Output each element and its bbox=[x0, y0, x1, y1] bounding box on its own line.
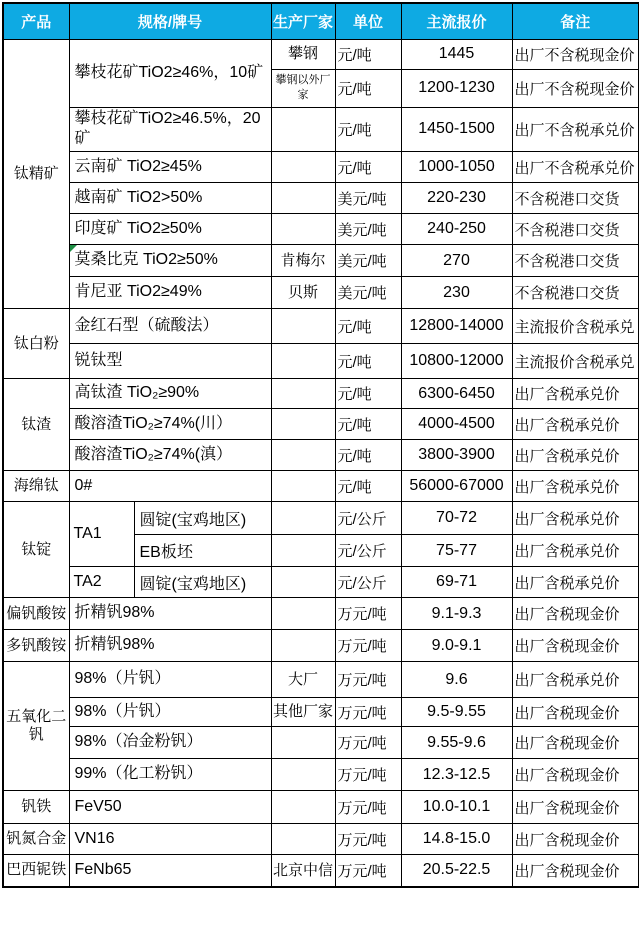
price-cell: 3800-3900 bbox=[401, 440, 512, 471]
unit-cell: 元/吨 bbox=[335, 309, 401, 344]
spec-cell: 酸溶渣TiO₂≥74%(滇） bbox=[69, 440, 271, 471]
note-cell: 出厂含税承兑价 bbox=[512, 471, 639, 502]
unit-cell: 美元/吨 bbox=[335, 245, 401, 277]
note-cell: 出厂含税现金价 bbox=[512, 727, 639, 759]
unit-cell: 元/吨 bbox=[335, 152, 401, 183]
table-row bbox=[3, 107, 639, 152]
manufacturer-cell: 贝斯 bbox=[271, 277, 335, 309]
spec-cell: 折精钒98% bbox=[69, 630, 271, 662]
manufacturer-cell: 大厂 bbox=[271, 662, 335, 698]
spec-cell: 锐钛型 bbox=[69, 344, 271, 379]
table-row bbox=[3, 440, 639, 471]
col-header-price: 主流报价 bbox=[401, 3, 512, 39]
price-cell: 9.0-9.1 bbox=[401, 630, 512, 662]
col-header-product: 产品 bbox=[3, 3, 69, 39]
manufacturer-cell bbox=[271, 727, 335, 759]
price-cell: 220-230 bbox=[401, 183, 512, 214]
spec-grade-cell: TA1 bbox=[69, 502, 134, 567]
price-cell: 20.5-22.5 bbox=[401, 855, 512, 887]
spec-cell: 金红石型（硫酸法） bbox=[69, 309, 271, 344]
note-cell: 出厂不含税现金价 bbox=[512, 69, 639, 107]
table-row bbox=[3, 277, 639, 309]
unit-cell: 万元/吨 bbox=[335, 824, 401, 855]
unit-cell: 元/吨 bbox=[335, 39, 401, 69]
manufacturer-cell: 攀钢以外厂家 bbox=[271, 69, 335, 107]
table-row bbox=[3, 379, 639, 409]
unit-cell: 万元/吨 bbox=[335, 855, 401, 887]
unit-cell: 元/吨 bbox=[335, 344, 401, 379]
price-table bbox=[2, 2, 639, 888]
price-cell: 14.8-15.0 bbox=[401, 824, 512, 855]
spec-cell: 99%（化工粉钒） bbox=[69, 759, 271, 791]
unit-cell: 元/公斤 bbox=[335, 502, 401, 535]
product-cell: 多钒酸铵 bbox=[3, 630, 69, 662]
table-row bbox=[3, 471, 639, 502]
spec-shape-cell: EB板坯 bbox=[134, 535, 271, 567]
col-header-unit: 单位 bbox=[335, 3, 401, 39]
col-header-spec: 规格/牌号 bbox=[69, 3, 271, 39]
table-row bbox=[3, 309, 639, 344]
manufacturer-cell: 其他厂家 bbox=[271, 698, 335, 727]
table-row bbox=[3, 855, 639, 887]
spec-cell: 云南矿 TiO2≥45% bbox=[69, 152, 271, 183]
note-cell: 不含税港口交货 bbox=[512, 183, 639, 214]
manufacturer-cell bbox=[271, 107, 335, 152]
table-row bbox=[3, 698, 639, 727]
table-row bbox=[3, 630, 639, 662]
unit-cell: 元/吨 bbox=[335, 379, 401, 409]
price-cell: 270 bbox=[401, 245, 512, 277]
manufacturer-cell bbox=[271, 759, 335, 791]
product-cell: 巴西铌铁 bbox=[3, 855, 69, 887]
spec-cell: 0# bbox=[69, 471, 271, 502]
manufacturer-cell: 肯梅尔 bbox=[271, 245, 335, 277]
spec-shape-cell: 圆锭(宝鸡地区) bbox=[134, 567, 271, 598]
manufacturer-cell bbox=[271, 309, 335, 344]
table-row bbox=[3, 183, 639, 214]
col-header-manufacturer: 生产厂家 bbox=[271, 3, 335, 39]
unit-cell: 万元/吨 bbox=[335, 630, 401, 662]
table-row bbox=[3, 662, 639, 698]
spec-shape-cell: 圆锭(宝鸡地区) bbox=[134, 502, 271, 535]
spec-cell: 越南矿 TiO2>50% bbox=[69, 183, 271, 214]
unit-cell: 元/吨 bbox=[335, 69, 401, 107]
note-cell: 出厂不含税承兑价 bbox=[512, 107, 639, 152]
note-cell: 出厂含税现金价 bbox=[512, 759, 639, 791]
price-cell: 12800-14000 bbox=[401, 309, 512, 344]
note-cell: 出厂含税承兑价 bbox=[512, 379, 639, 409]
manufacturer-cell bbox=[271, 183, 335, 214]
unit-cell: 元/吨 bbox=[335, 440, 401, 471]
table-row bbox=[3, 727, 639, 759]
unit-cell: 万元/吨 bbox=[335, 791, 401, 824]
price-cell: 9.5-9.55 bbox=[401, 698, 512, 727]
unit-cell: 美元/吨 bbox=[335, 183, 401, 214]
table-row bbox=[3, 152, 639, 183]
spec-cell: 攀枝花矿TiO2≥46.5%，20矿 bbox=[69, 107, 271, 152]
table-row bbox=[3, 39, 639, 69]
unit-cell: 美元/吨 bbox=[335, 277, 401, 309]
spec-cell: 98%（片钒） bbox=[69, 662, 271, 698]
manufacturer-cell bbox=[271, 502, 335, 535]
price-cell: 4000-4500 bbox=[401, 409, 512, 440]
spec-cell: 高钛渣 TiO₂≥90% bbox=[69, 379, 271, 409]
note-cell: 出厂含税承兑价 bbox=[512, 662, 639, 698]
product-cell: 钒铁 bbox=[3, 791, 69, 824]
table-row bbox=[3, 245, 639, 277]
price-cell: 70-72 bbox=[401, 502, 512, 535]
unit-cell: 万元/吨 bbox=[335, 759, 401, 791]
product-cell: 钛精矿 bbox=[3, 39, 69, 309]
note-cell: 出厂含税现金价 bbox=[512, 855, 639, 887]
table-row bbox=[3, 791, 639, 824]
table-row bbox=[3, 567, 639, 598]
price-cell: 75-77 bbox=[401, 535, 512, 567]
manufacturer-cell: 攀钢 bbox=[271, 39, 335, 69]
price-cell: 10.0-10.1 bbox=[401, 791, 512, 824]
note-cell: 不含税港口交货 bbox=[512, 214, 639, 245]
note-cell: 出厂含税现金价 bbox=[512, 791, 639, 824]
note-cell: 出厂含税现金价 bbox=[512, 598, 639, 630]
unit-cell: 美元/吨 bbox=[335, 214, 401, 245]
price-cell: 56000-67000 bbox=[401, 471, 512, 502]
unit-cell: 元/公斤 bbox=[335, 535, 401, 567]
price-cell: 6300-6450 bbox=[401, 379, 512, 409]
note-cell: 出厂含税承兑价 bbox=[512, 502, 639, 535]
col-header-note: 备注 bbox=[512, 3, 639, 39]
note-cell: 出厂含税现金价 bbox=[512, 698, 639, 727]
unit-cell: 元/吨 bbox=[335, 409, 401, 440]
unit-cell: 万元/吨 bbox=[335, 598, 401, 630]
table-row bbox=[3, 824, 639, 855]
table-row bbox=[3, 409, 639, 440]
price-cell: 69-71 bbox=[401, 567, 512, 598]
manufacturer-cell bbox=[271, 379, 335, 409]
unit-cell: 元/公斤 bbox=[335, 567, 401, 598]
product-cell: 偏钒酸铵 bbox=[3, 598, 69, 630]
product-cell: 海绵钛 bbox=[3, 471, 69, 502]
price-cell: 9.55-9.6 bbox=[401, 727, 512, 759]
manufacturer-cell bbox=[271, 440, 335, 471]
spec-cell: 折精钒98% bbox=[69, 598, 271, 630]
manufacturer-cell bbox=[271, 344, 335, 379]
excel-error-indicator-icon bbox=[70, 245, 77, 252]
note-cell: 主流报价含税承兑 bbox=[512, 309, 639, 344]
manufacturer-cell bbox=[271, 567, 335, 598]
spec-cell: FeNb65 bbox=[69, 855, 271, 887]
spec-cell: VN16 bbox=[69, 824, 271, 855]
manufacturer-cell bbox=[271, 535, 335, 567]
manufacturer-cell bbox=[271, 824, 335, 855]
unit-cell: 元/吨 bbox=[335, 471, 401, 502]
note-cell: 不含税港口交货 bbox=[512, 277, 639, 309]
spec-grade-cell: TA2 bbox=[69, 567, 134, 598]
note-cell: 不含税港口交货 bbox=[512, 245, 639, 277]
spec-text: 莫桑比克 TiO2≥50% bbox=[74, 251, 218, 269]
product-cell: 钒氮合金 bbox=[3, 824, 69, 855]
price-cell: 10800-12000 bbox=[401, 344, 512, 379]
product-cell: 钛锭 bbox=[3, 502, 69, 598]
product-cell: 钛渣 bbox=[3, 379, 69, 471]
unit-cell: 万元/吨 bbox=[335, 698, 401, 727]
product-cell: 钛白粉 bbox=[3, 309, 69, 379]
spec-cell: 酸溶渣TiO₂≥74%(川） bbox=[69, 409, 271, 440]
manufacturer-cell: 北京中信 bbox=[271, 855, 335, 887]
price-cell: 1000-1050 bbox=[401, 152, 512, 183]
spec-cell bbox=[69, 245, 271, 277]
manufacturer-cell bbox=[271, 409, 335, 440]
note-cell: 出厂含税现金价 bbox=[512, 630, 639, 662]
spec-cell: 印度矿 TiO2≥50% bbox=[69, 214, 271, 245]
table-row bbox=[3, 502, 639, 535]
price-cell: 12.3-12.5 bbox=[401, 759, 512, 791]
header-row bbox=[3, 3, 639, 39]
price-cell: 1450-1500 bbox=[401, 107, 512, 152]
table-row bbox=[3, 759, 639, 791]
price-cell: 9.6 bbox=[401, 662, 512, 698]
manufacturer-cell bbox=[271, 214, 335, 245]
unit-cell: 万元/吨 bbox=[335, 662, 401, 698]
table-row bbox=[3, 214, 639, 245]
unit-cell: 元/吨 bbox=[335, 107, 401, 152]
price-cell: 240-250 bbox=[401, 214, 512, 245]
manufacturer-cell bbox=[271, 152, 335, 183]
spec-cell: 98%（冶金粉钒） bbox=[69, 727, 271, 759]
spec-cell: 攀枝花矿TiO2≥46%，10矿 bbox=[69, 39, 271, 107]
spec-cell: 98%（片钒） bbox=[69, 698, 271, 727]
note-cell: 出厂不含税承兑价 bbox=[512, 152, 639, 183]
note-cell: 出厂含税现金价 bbox=[512, 824, 639, 855]
spec-cell: 肯尼亚 TiO2≥49% bbox=[69, 277, 271, 309]
table-row bbox=[3, 598, 639, 630]
note-cell: 出厂含税承兑价 bbox=[512, 409, 639, 440]
table-row bbox=[3, 344, 639, 379]
price-cell: 1445 bbox=[401, 39, 512, 69]
manufacturer-cell bbox=[271, 471, 335, 502]
manufacturer-cell bbox=[271, 598, 335, 630]
manufacturer-cell bbox=[271, 630, 335, 662]
manufacturer-cell bbox=[271, 791, 335, 824]
price-cell: 1200-1230 bbox=[401, 69, 512, 107]
note-cell: 主流报价含税承兑 bbox=[512, 344, 639, 379]
unit-cell: 万元/吨 bbox=[335, 727, 401, 759]
spec-cell: FeV50 bbox=[69, 791, 271, 824]
note-cell: 出厂含税承兑价 bbox=[512, 567, 639, 598]
note-cell: 出厂不含税现金价 bbox=[512, 39, 639, 69]
product-cell: 五氧化二钒 bbox=[3, 662, 69, 791]
note-cell: 出厂含税承兑价 bbox=[512, 535, 639, 567]
price-cell: 230 bbox=[401, 277, 512, 309]
note-cell: 出厂含税承兑价 bbox=[512, 440, 639, 471]
price-cell: 9.1-9.3 bbox=[401, 598, 512, 630]
